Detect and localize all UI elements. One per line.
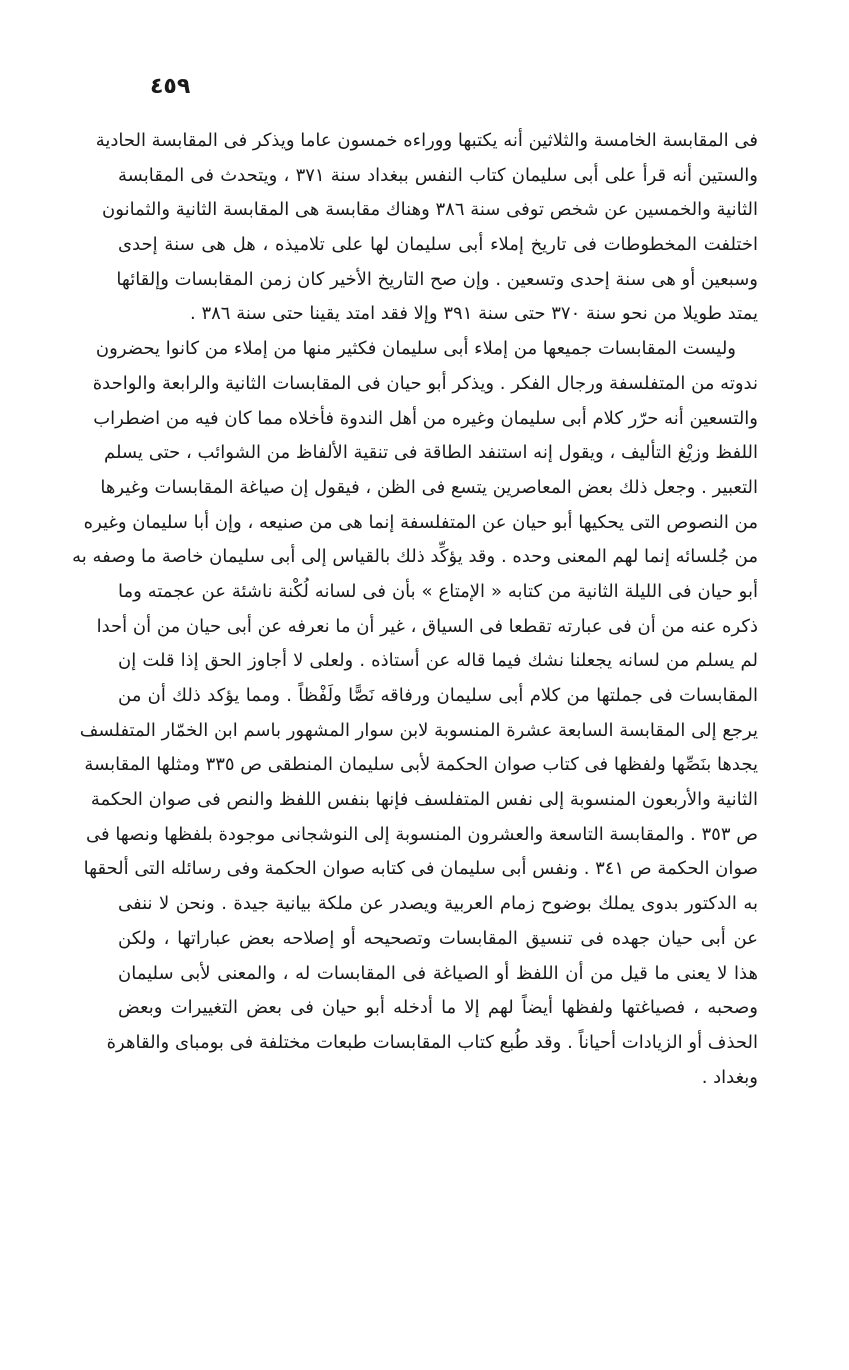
text-line: وصحبه ، فصياغتها ولفظها أيضاً لهم إلا ما أدخله أبو حيان فى بعض التغييرات وبعض <box>118 997 758 1019</box>
text-line: وبغداد . <box>701 1066 758 1088</box>
text-line: لم يسلم من لسانه يجعلنا نشك فيما قاله عن أستاذه . ولعلى لا أجاوز الحق إذا قلت إن <box>118 650 758 672</box>
text-line: أبو حيان فى الليلة الثانية من كتابه « الإمتاع » بأن فى لسانه لُكْنة ناشئة عن عجمته وما <box>118 580 758 602</box>
text-line: الثانية والخمسين عن شخص توفى سنة ٣٨٦ وهناك مقابسة هى المقابسة الثانية والثمانون <box>102 199 758 221</box>
text-line: يمتد طويلا من نحو سنة ٣٧٠ حتى سنة ٣٩١ وإلا فقد امتد يقينا حتى سنة ٣٨٦ . <box>190 303 758 325</box>
text-line: الحذف أو الزيادات أحياناً . وقد طُبع كتاب المقابسات طبعات مختلفة فى بومباى والقاهرة <box>106 1031 758 1053</box>
text-line: والتسعين أنه حرّر كلام أبى سليمان وغيره من أهل الندوة فأخلاه مما كان فيه من اضطراب <box>93 407 758 429</box>
text-line: وليست المقابسات جميعها من إملاء أبى سليمان فكثير منها من إملاء من كانوا يحضرون <box>95 338 736 360</box>
text-line: اختلفت المخطوطات فى تاريخ إملاء أبى سليمان لها على تلاميذه ، هل هى سنة إحدى <box>118 234 758 256</box>
text-line: عن أبى حيان جهده فى تنسيق المقابسات وتصحيحه أو إصلاحه بعض عباراتها ، ولكن <box>118 927 758 949</box>
text-line: وسبعين أو هى سنة إحدى وتسعين . وإن صح التاريخ الأخير كان زمن المقابسات وإلقائها <box>116 268 758 290</box>
text-line: ندوته من المتفلسفة ورجال الفكر . ويذكر أبو حيان فى المقابسات الثانية والرابعة والواحدة <box>92 372 758 394</box>
text-line: ص ٣٥٣ . والمقابسة التاسعة والعشرون المنسوبة إلى النوشجانى موجودة بلفظها ونصها فى <box>85 823 758 845</box>
text-line: من جُلسائه إنما لهم المعنى وحده . وقد يؤكِّد ذلك بالقياس إلى أبى سليمان خاصة ما وصفه به <box>72 546 758 568</box>
text-line: المقابسات فى جملتها من كلام أبى سليمان ورفاقه نَصًّا ولَفْظاً . ومما يؤكد ذلك أن من <box>118 685 758 706</box>
page-number: ٤٥٩ <box>150 74 191 99</box>
text-line: ذكره عنه من أن فى عبارته تقطعا فى السياق ، غير أن ما نعرفه عن أبى حيان من أن أحدا <box>96 615 758 637</box>
text-line: به الدكتور بدوى يملك بوضوح زمام العربية ويصدر عن ملكة بيانية جيدة . ونحن لا ننفى <box>118 893 758 915</box>
text-line: فى المقابسة الخامسة والثلاثين أنه يكتبها ووراءه خمسون عاما ويذكر فى المقابسة الحادية <box>95 130 758 151</box>
text-line: والستين أنه قرأ على أبى سليمان كتاب النفس ببغداد سنة ٣٧١ ، ويتحدث فى المقابسة <box>118 164 759 186</box>
body-text <box>72 124 759 1095</box>
text-line: اللفظ وزيْغ التأليف ، ويقول إنه استنفد الطاقة فى تنقية الألفاظ من الشوائب ، حتى يسلم <box>103 442 758 464</box>
text-line: يجدها بنَصِّها ولفظها فى كتاب صوان الحكمة لأبى سليمان المنطقى ص ٣٣٥ ومثلها المقابسة <box>84 754 758 776</box>
text-line: الثانية والأربعون المنسوبة إلى نفس المتفلسف فإنها بنفس اللفظ والنص فى صوان الحكمة <box>90 789 758 811</box>
text-line: من النصوص التى يحكيها أبو حيان عن المتفلسفة إنما هى من صنيعه ، وإن أبا سليمان وغيره <box>83 511 758 533</box>
text-line: يرجع إلى المقابسة السابعة عشرة المنسوبة لابن سوار المشهور باسم ابن الخمّار المتفلسف <box>79 719 758 741</box>
text-line: التعبير . وجعل ذلك بعض المعاصرين يتسع فى الظن ، فيقول إن صياغة المقابسات وغيرها <box>100 476 758 498</box>
text-line: هذا لا يعنى ما قيل من أن اللفظ أو الصياغة فى المقابسات له ، والمعنى لأبى سليمان <box>118 962 758 984</box>
text-line: صوان الحكمة ص ٣٤١ . ونفس أبى سليمان فى كتابه صوان الحكمة وفى رسائله التى ألحقها <box>83 858 758 880</box>
